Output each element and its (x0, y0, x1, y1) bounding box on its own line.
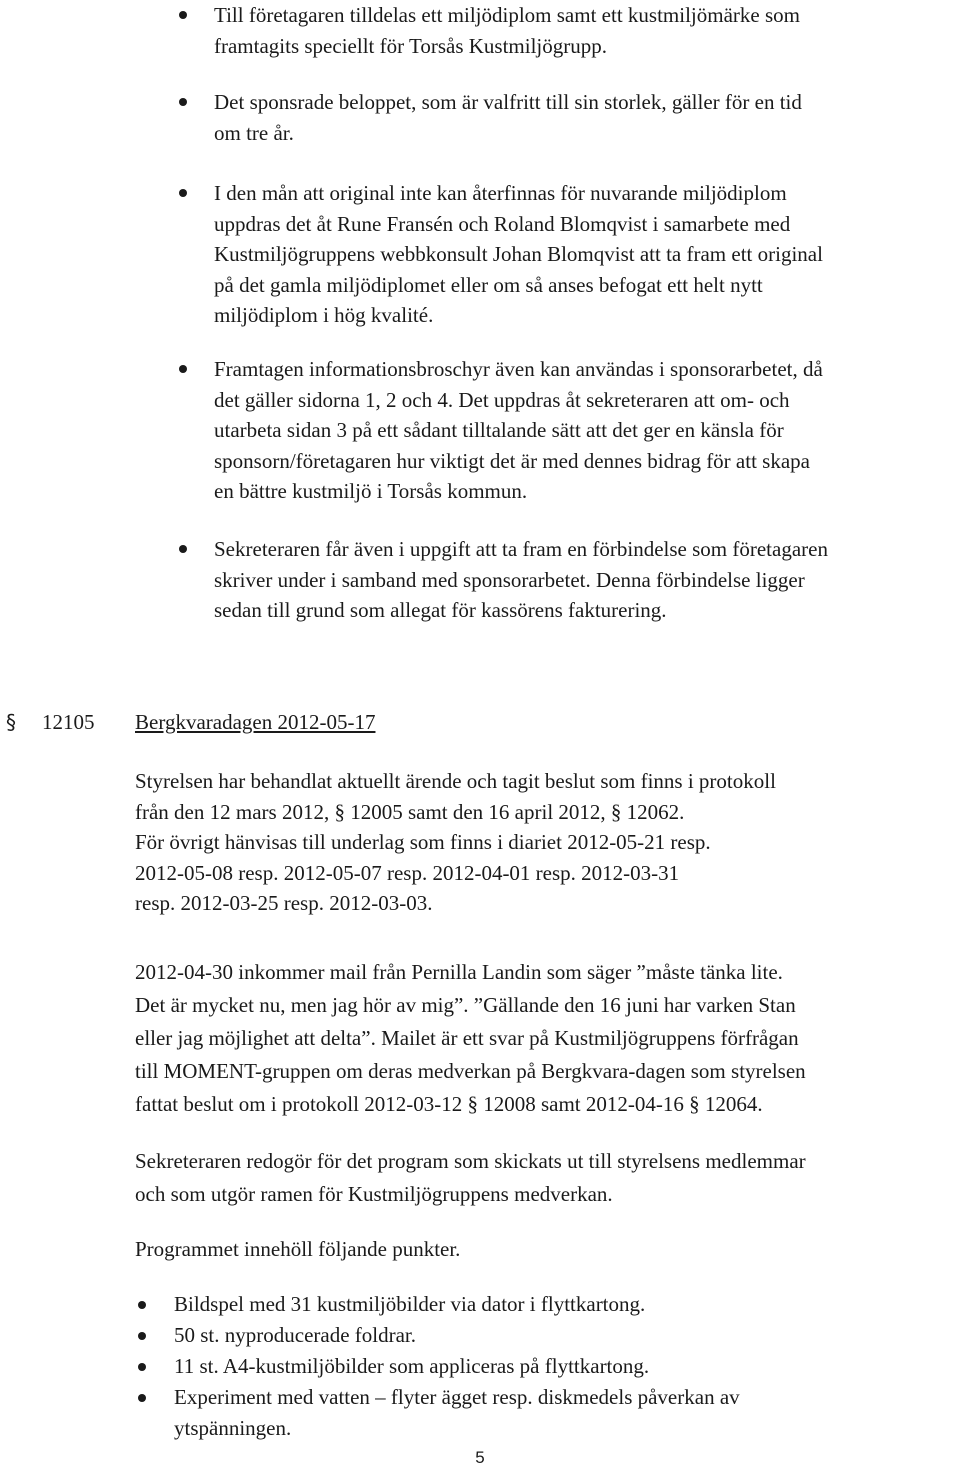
text-line: skriver under i samband med sponsorarbetet. Denna förbindelse ligger (214, 567, 805, 592)
text-line: om tre år. (214, 120, 294, 145)
text-line: Sekreteraren redogör för det program som skickats ut till styrelsens medlemmar (135, 1149, 806, 1173)
bullet-dot (179, 365, 187, 373)
bullet-dot (179, 545, 187, 553)
text-line: Sekreteraren får även i uppgift att ta fram en förbindelse som företagaren (214, 537, 828, 561)
text-line: utarbeta sidan 3 på ett sådant tilltalande sätt att det ger en känsla för (214, 418, 784, 442)
paragraph-mail (135, 956, 935, 1121)
text-line: 2012-05-08 resp. 2012-05-07 resp. 2012-04-01 resp. 2012-03-31 (135, 860, 680, 885)
text-line: Experiment med vatten – flyter ägget resp. diskmedels påverkan av (174, 1385, 740, 1409)
text-line: eller jag möjlighet att delta”. Mailet är ett svar på Kustmiljögruppens förfrågan (135, 1026, 799, 1050)
bullet-dot (138, 1332, 146, 1340)
text-line: uppdras det åt Rune Fransén och Roland Blomqvist i samarbete med (214, 211, 791, 236)
text-line: Styrelsen har behandlat aktuellt ärende och tagit beslut som finns i protokoll (135, 769, 776, 793)
text-line: Framtagen informationsbroschyr även kan användas i sponsorarbetet, då (214, 357, 823, 381)
text-line: sponsorn/företagaren hur viktigt det är med dennes bidrag för att skapa (214, 448, 810, 473)
text-line: 11 st. A4-kustmiljöbilder som appliceras på flyttkartong. (174, 1354, 650, 1378)
list-item (214, 87, 944, 148)
text-line: sedan till grund som allegat för kassörens fakturering. (214, 598, 667, 622)
text-line: Det är mycket nu, men jag hör av mig”. ”Gällande den 16 juni har varken Stan (135, 993, 796, 1017)
bullet-dot (138, 1363, 146, 1371)
list-item (214, 0, 944, 61)
text-line: och som utgör ramen för Kustmiljögruppens medverkan. (135, 1182, 613, 1206)
paragraph-program (135, 1145, 935, 1211)
list-item (174, 1320, 934, 1351)
list-item (174, 1382, 934, 1443)
page-number: 5 (475, 1448, 485, 1467)
section-title: Bergkvaradagen 2012-05-17 (135, 710, 376, 734)
bullet-dot (138, 1394, 146, 1402)
section-number: 12105 (42, 710, 95, 734)
text-line: resp. 2012-03-25 resp. 2012-03-03. (135, 891, 433, 915)
list-item (174, 1351, 934, 1382)
text-line: För övrigt hänvisas till underlag som finns i diariet 2012-05-21 resp. (135, 830, 711, 854)
text-line: I den mån att original inte kan återfinnas för nuvarande miljödiplom (214, 181, 787, 205)
text-line: till MOMENT-gruppen om deras medverkan på Bergkvara-dagen som styrelsen (135, 1059, 806, 1083)
bullet-dot (179, 98, 187, 106)
text-line: Kustmiljögruppens webbkonsult Johan Blomqvist att ta fram ett original (214, 242, 823, 266)
text-line: 2012-04-30 inkommer mail från Pernilla Landin som säger ”måste tänka lite. (135, 960, 783, 984)
bullet-dot (179, 11, 187, 19)
text-line: Bildspel med 31 kustmiljöbilder via dator i flyttkartong. (174, 1292, 646, 1316)
section-heading (0, 707, 960, 739)
text-line: miljödiplom i hög kvalité. (214, 303, 434, 327)
text-line: framtagits speciellt för Torsås Kustmiljögrupp. (214, 33, 607, 58)
text-line: från den 12 mars 2012, § 12005 samt den 16 april 2012, § 12062. (135, 799, 685, 824)
text-line: Till företagaren tilldelas ett miljödiplom samt ett kustmiljömärke som (214, 3, 800, 27)
text-line: Det sponsrade beloppet, som är valfritt till sin storlek, gäller för en tid (214, 90, 802, 114)
section-sign: § (6, 710, 16, 734)
list-item (214, 534, 944, 626)
bullet-dot (138, 1301, 146, 1309)
text-line: Programmet innehöll följande punkter. (135, 1237, 461, 1261)
text-line: det gäller sidorna 1, 2 och 4. Det uppdras åt sekreteraren att om- och (214, 387, 790, 412)
list-item (214, 178, 944, 331)
text-line: fattat beslut om i protokoll 2012-03-12 § 12008 samt 2012-04-16 § 12064. (135, 1092, 763, 1116)
text-line: 50 st. nyproducerade foldrar. (174, 1323, 417, 1347)
paragraph-points-intro (135, 1234, 935, 1265)
text-line: ytspänningen. (174, 1415, 292, 1440)
paragraph-decision (135, 766, 935, 919)
list-item (174, 1289, 934, 1320)
text-line: en bättre kustmiljö i Torsås kommun. (214, 479, 528, 503)
bullet-dot (179, 189, 187, 197)
text-line: på det gamla miljödiplomet eller om så anses befogat ett helt nytt (214, 272, 763, 297)
list-item (214, 354, 944, 507)
